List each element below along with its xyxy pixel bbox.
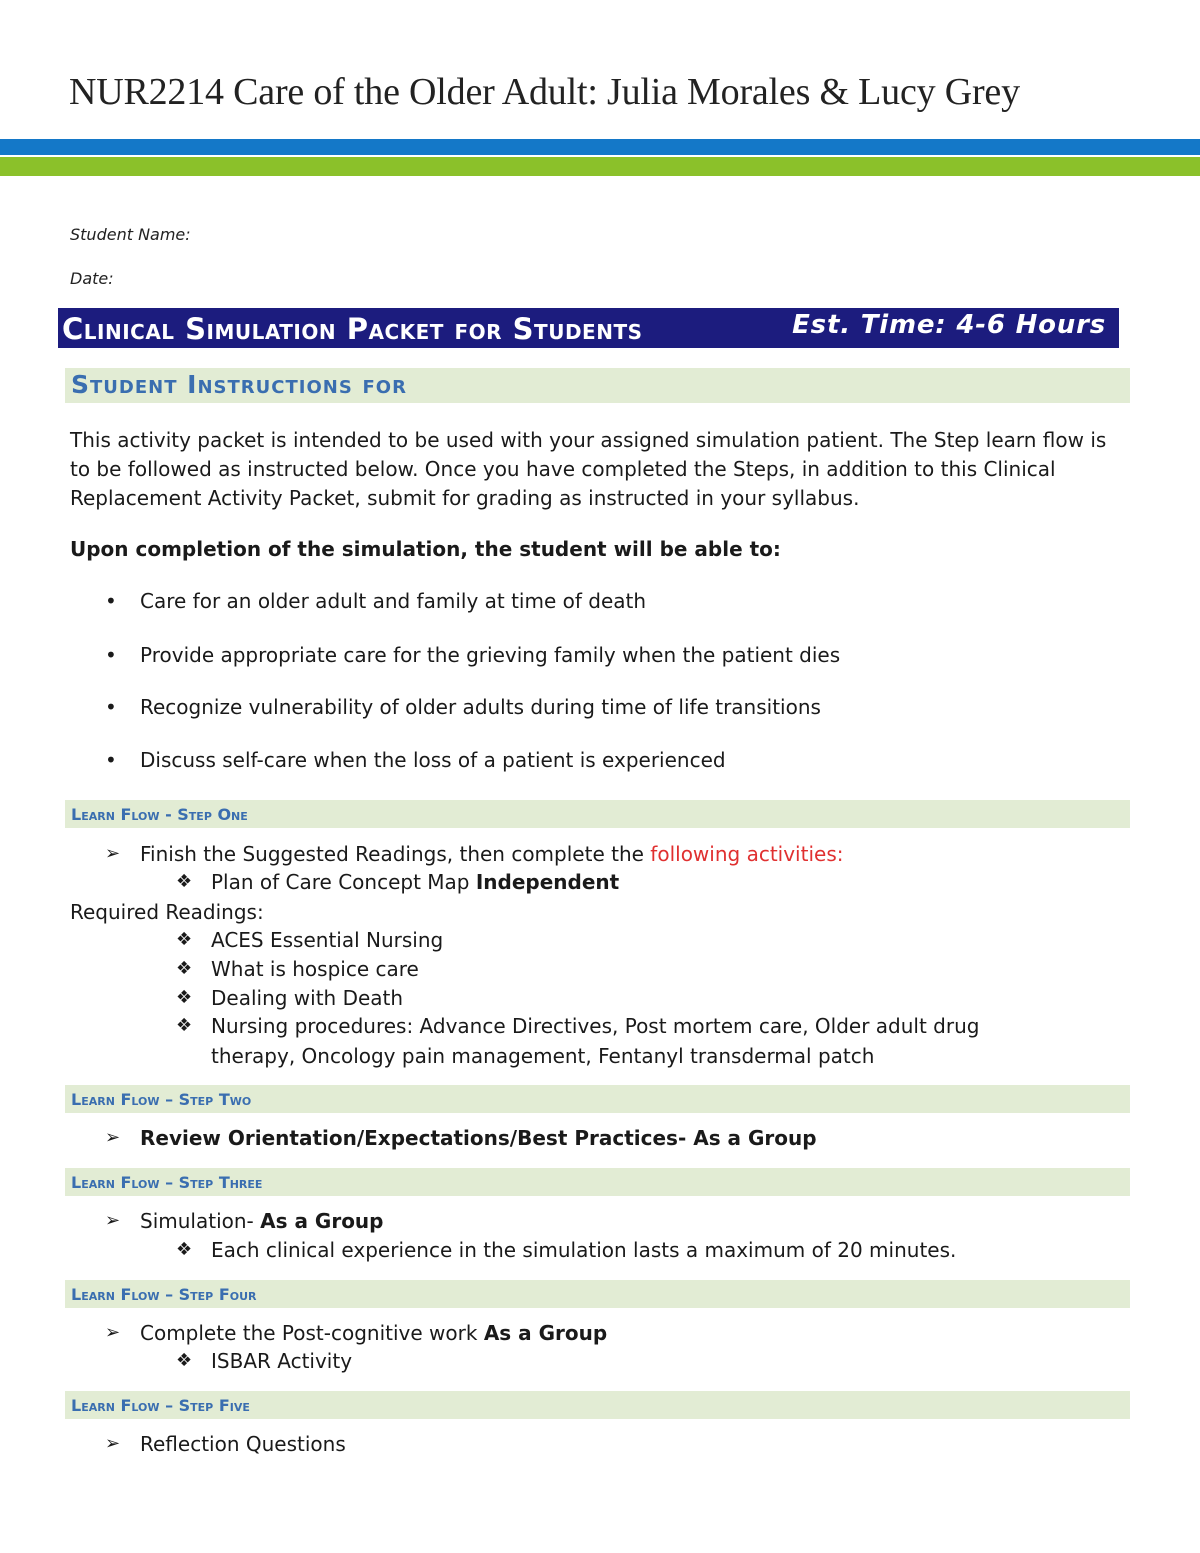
step-one-label: Learn Flow - Step One	[71, 805, 248, 824]
step-one-task-highlight: following activities:	[650, 842, 844, 866]
intro-paragraph: This activity packet is intended to be used with your assigned simulation patient. The Step learn flow is to be followed as instructed below. Once you have completed the Steps, in addition to this Clinical Replacement Activity Packet, submit for grading as instructed in your syllabus.	[70, 428, 1107, 510]
objective-text: Care for an older adult and family at time of death	[140, 589, 647, 613]
arrow-bullet-icon: ➢	[105, 1433, 121, 1454]
bullet-icon: •	[105, 589, 117, 613]
bullet-icon: •	[105, 643, 117, 667]
step-three-task-bold: As a Group	[260, 1209, 384, 1233]
banner-title: Clinical Simulation Packet for Students	[62, 312, 643, 346]
step-four-task-bold: As a Group	[483, 1321, 608, 1345]
step-one-task-text: Finish the Suggested Readings, then complete the	[140, 842, 651, 866]
step-two-label: Learn Flow – Step Two	[71, 1090, 252, 1109]
step-four-label: Learn Flow – Step Four	[71, 1285, 257, 1304]
objective-text: Provide appropriate care for the grieving family when the patient dies	[140, 643, 841, 667]
date-label: Date:	[70, 269, 114, 288]
step-three-subtask-text: Each clinical experience in the simulation lasts a maximum of 20 minutes.	[211, 1238, 957, 1262]
step-three-heading-bar	[65, 1168, 1130, 1196]
reading-text: Dealing with Death	[211, 986, 404, 1010]
instructions-heading: Student Instructions for	[71, 370, 407, 399]
objective-text: Recognize vulnerability of older adults during time of life transitions	[140, 695, 821, 719]
student-name-label: Student Name:	[70, 225, 191, 244]
reading-text: ACES Essential Nursing	[211, 928, 444, 952]
reading-text: Nursing procedures: Advance Directives, Post mortem care, Older adult drug	[211, 1014, 980, 1038]
step-three-label: Learn Flow – Step Three	[71, 1173, 263, 1192]
diamond-bullet-icon: ❖	[176, 987, 193, 1008]
step-one-heading-bar	[65, 800, 1130, 828]
arrow-bullet-icon: ➢	[105, 1127, 121, 1148]
diamond-bullet-icon: ❖	[176, 1015, 193, 1036]
step-five-heading-bar	[65, 1391, 1130, 1419]
diamond-bullet-icon: ❖	[176, 1350, 193, 1371]
step-two-task-text: Review Orientation/Expectations/Best Practices- As a Group	[140, 1126, 817, 1150]
step-four-subtask-text: ISBAR Activity	[211, 1349, 353, 1373]
step-three-task-text: Simulation-	[140, 1209, 261, 1233]
step-four-heading-bar	[65, 1280, 1130, 1308]
reading-text: therapy, Oncology pain management, Fentanyl transdermal patch	[211, 1044, 875, 1068]
objective-text: Discuss self-care when the loss of a patient is experienced	[140, 748, 726, 772]
step-one-subtask-text: Plan of Care Concept Map	[211, 870, 476, 894]
diamond-bullet-icon: ❖	[176, 1239, 193, 1260]
step-four-task-text: Complete the Post-cognitive work	[140, 1321, 484, 1345]
arrow-bullet-icon: ➢	[105, 843, 121, 864]
diamond-bullet-icon: ❖	[176, 958, 193, 979]
reading-text: What is hospice care	[211, 957, 419, 981]
bullet-icon: •	[105, 748, 117, 772]
header-band-blue	[0, 139, 1200, 155]
arrow-bullet-icon: ➢	[105, 1322, 121, 1343]
bullet-icon: •	[105, 695, 117, 719]
required-readings-label: Required Readings:	[70, 900, 264, 924]
step-five-label: Learn Flow – Step Five	[71, 1396, 250, 1415]
step-two-heading-bar	[65, 1085, 1130, 1113]
instructions-heading-bar	[65, 368, 1130, 403]
header-band-green	[0, 157, 1200, 176]
document-title: NUR2214 Care of the Older Adult: Julia Morales & Lucy Grey	[69, 71, 1020, 113]
step-one-subtask-bold: Independent	[475, 870, 620, 894]
diamond-bullet-icon: ❖	[176, 929, 193, 950]
step-five-task-text: Reflection Questions	[140, 1432, 346, 1456]
diamond-bullet-icon: ❖	[176, 871, 193, 892]
arrow-bullet-icon: ➢	[105, 1210, 121, 1231]
objectives-heading: Upon completion of the simulation, the student will be able to:	[70, 537, 781, 561]
packet-banner	[58, 308, 1119, 348]
estimated-time: Est. Time: 4-6 Hours	[792, 310, 1106, 340]
